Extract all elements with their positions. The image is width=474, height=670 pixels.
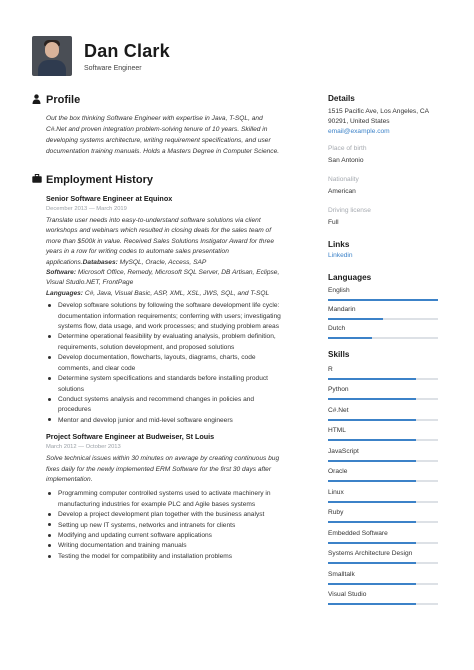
- language-item: [328, 287, 440, 301]
- bullet-icon: [46, 416, 58, 426]
- profile-line: C#.Net and proven integration problem-solving tenure of 10 years. Skilled in: [46, 126, 268, 133]
- skill-item-name: Linux: [328, 488, 344, 496]
- birth-label: Place of birth: [328, 145, 367, 152]
- skill-item-level-fill: [328, 439, 416, 441]
- skill-item-level-fill: [328, 542, 416, 544]
- skill-item-level-fill: [328, 521, 416, 523]
- skill-item-level-fill: [328, 398, 416, 400]
- person-name: Dan Clark: [84, 40, 170, 61]
- linkedin-link[interactable]: Linkedin: [328, 252, 353, 259]
- links-heading: Links: [328, 240, 350, 249]
- job-desc-line: implementation.: [46, 475, 93, 483]
- skills-heading: Skills: [328, 350, 350, 359]
- bullet-text: Modifying and updating current software applications: [58, 531, 212, 539]
- languages-value: C#, Java, Visual Basic, ASP, XML, XSL, JWS, SQL, and T-SQL: [83, 289, 270, 297]
- name-block: [84, 41, 170, 72]
- skill-item-name: R: [328, 365, 333, 373]
- job-subtitle: Software Engineer: [84, 64, 142, 72]
- software-line: [46, 268, 312, 278]
- skill-item: [328, 468, 440, 482]
- skill-item-level-bar: [328, 542, 438, 544]
- skill-item-level-bar: [328, 398, 438, 400]
- list-item: [46, 541, 312, 551]
- list-item: [46, 301, 312, 332]
- resume-header: [32, 36, 170, 76]
- address: [328, 107, 440, 127]
- software-value: Microsoft Office, Remedy, Microsoft SQL Server, DB Artisan, Eclipse,: [76, 269, 280, 277]
- skill-item-name: Python: [328, 386, 349, 393]
- skill-item-level-bar: [328, 603, 438, 605]
- software-label: Software:: [46, 269, 77, 277]
- skill-item-level-bar: [328, 583, 438, 585]
- address-line: 90291, United States: [328, 118, 390, 125]
- skill-item: [328, 427, 440, 441]
- list-item: [46, 416, 312, 426]
- skill-item-level-bar: [328, 521, 438, 523]
- profile-line: Out the box thinking Software Engineer with expertise in Java, T-SQL, and: [46, 115, 263, 122]
- profile-summary: [46, 113, 312, 157]
- profile-photo: [32, 36, 72, 76]
- languages-list: [328, 287, 440, 339]
- language-item-level-bar: [328, 299, 438, 301]
- language-item-level-fill: [328, 299, 438, 301]
- language-item-level-bar: [328, 318, 438, 320]
- skill-item: [328, 550, 440, 564]
- bullet-icon: [46, 374, 58, 395]
- skill-item-level-bar: [328, 460, 438, 462]
- skill-item-name: Systems Architecture Design: [328, 550, 413, 557]
- skill-item: [328, 591, 440, 605]
- skill-item: [328, 386, 440, 400]
- bullet-icon: [46, 301, 58, 332]
- skill-item: [328, 509, 440, 523]
- bullet-text: documentation information requirements; conferring with users; investigating: [58, 312, 281, 320]
- details-heading: Details: [328, 94, 355, 103]
- license-label: Driving license: [328, 207, 371, 214]
- bullet-text: Programming computer controlled systems used to activate machinery in: [58, 490, 271, 498]
- bullet-text: Testing the model for compatibility and installation problems: [58, 552, 233, 560]
- job-bullets: [46, 489, 312, 562]
- skill-item-name: Oracle: [328, 468, 348, 475]
- nationality-value: American: [328, 188, 356, 195]
- bullet-icon: [46, 541, 58, 551]
- skill-item-level-fill: [328, 480, 416, 482]
- license-value: Full: [328, 219, 339, 226]
- list-item: [46, 489, 312, 510]
- skill-item-level-fill: [328, 501, 416, 503]
- bullet-text: Develop documentation, flowcharts, layouts, diagrams, charts, code: [58, 354, 256, 362]
- bullet-text: manufacturing industries for example PLC and Agile bases systems: [58, 500, 256, 508]
- job-desc-line: Solve technical issues within 30 minutes on average by creating continuous bug: [46, 455, 280, 463]
- skill-item-level-bar: [328, 439, 438, 441]
- bullet-text: Develop a project development plan together with the business analyst: [58, 511, 265, 519]
- bullet-text: Writing documentation and training manuals: [58, 542, 187, 550]
- list-item: [46, 353, 312, 374]
- job-entry: [32, 194, 312, 426]
- skill-item-name: C#.Net: [328, 406, 349, 414]
- profile-title: Profile: [46, 94, 81, 106]
- email-link[interactable]: email@example.com: [328, 128, 390, 135]
- languages-label: Languages:: [46, 289, 84, 297]
- side-column: [328, 94, 440, 605]
- language-item: [328, 306, 440, 320]
- person-icon: [32, 94, 42, 107]
- briefcase-icon: [32, 174, 42, 186]
- language-item-name: English: [328, 287, 350, 294]
- bullet-icon: [46, 489, 58, 510]
- job-desc-line: Translate user needs into easy-to-understand software solutions via client: [46, 217, 261, 224]
- job-desc-text: applications.: [46, 258, 83, 266]
- skill-item-level-fill: [328, 419, 416, 421]
- profile-section: [32, 92, 312, 157]
- bullet-text: Determine system specifications and standards before installing product: [58, 375, 269, 383]
- language-item-level-fill: [328, 318, 383, 320]
- bullet-text: procedures: [58, 406, 91, 414]
- job-entry: [32, 432, 312, 562]
- address-line: 1515 Pacific Ave, Los Angeles, CA: [328, 108, 430, 115]
- profile-line: documentation training manuals. Holds a Masters Degree in Computer Science.: [46, 148, 280, 155]
- bullet-icon: [46, 531, 58, 541]
- skill-item-name: JavaScript: [328, 447, 359, 455]
- skill-item-level-fill: [328, 460, 416, 462]
- job-desc-line: more than $500k in value. Received Sales Solutions Instigator Award for three: [46, 237, 274, 245]
- birth-value: San Antonio: [328, 157, 364, 164]
- skill-item-name: Smalltalk: [328, 570, 355, 578]
- job-date: December 2013 — March 2019: [46, 206, 127, 212]
- skills-list: [328, 366, 440, 606]
- job-title: Project Software Engineer at Budweiser, St Louis: [46, 432, 215, 442]
- languages-line: [46, 289, 312, 299]
- skill-item-level-fill: [328, 603, 416, 605]
- bullet-text: requirements, solution development, and proposed solutions: [58, 343, 235, 351]
- employment-title: Employment History: [46, 174, 153, 186]
- bullet-text: Determine operational feasibility by evaluating analysis, problem definition,: [58, 333, 276, 341]
- skill-item-level-bar: [328, 562, 438, 564]
- skill-item: [328, 407, 440, 421]
- bullet-icon: [46, 521, 58, 531]
- nationality-label: Nationality: [328, 176, 359, 183]
- list-item: [46, 521, 312, 531]
- skill-item-level-fill: [328, 583, 416, 585]
- bullet-text: Develop software solutions by following the software development life cycle:: [58, 302, 280, 310]
- list-item: [46, 374, 312, 395]
- bullet-text: systems flow, data usage, and work processes; and studying problem areas: [58, 323, 280, 331]
- job-description: [32, 216, 312, 299]
- bullet-text: comments, and clear code: [58, 364, 136, 372]
- list-item: [46, 395, 312, 416]
- skill-item: [328, 366, 440, 380]
- bullet-icon: [46, 510, 58, 520]
- profile-line: developing systems architecture, writing requirement specifications, and user: [46, 137, 271, 144]
- skill-item-level-fill: [328, 562, 416, 564]
- list-item: [46, 531, 312, 541]
- language-item-level-bar: [328, 337, 438, 339]
- bullet-text: Mentor and develop junior and mid-level software engineers: [58, 416, 233, 424]
- skill-item: [328, 489, 440, 503]
- language-item: [328, 325, 440, 339]
- languages-heading: Languages: [328, 273, 372, 282]
- bullet-icon: [46, 395, 58, 416]
- skill-item-level-bar: [328, 378, 438, 380]
- software-line: Visual Studio.NET, FrontPage: [46, 279, 134, 287]
- job-title: Senior Software Engineer at Equinox: [46, 194, 173, 203]
- main-column: [32, 92, 312, 562]
- skill-item-level-bar: [328, 419, 438, 421]
- bullet-text: Setting up new IT systems, networks and intranets for clients: [58, 521, 236, 529]
- job-date: March 2012 — October 2013: [46, 444, 121, 451]
- list-item: [46, 510, 312, 520]
- job-bullets: [46, 301, 312, 426]
- skill-item-level-fill: [328, 378, 416, 380]
- job-description: [32, 454, 312, 485]
- language-item-name: Mandarin: [328, 306, 356, 313]
- skill-item-name: Embedded Software: [328, 529, 388, 537]
- databases-value: MySQL, Oracle, Access, SAP: [117, 258, 207, 266]
- skill-item: [328, 448, 440, 462]
- databases-label: Databases:: [82, 258, 118, 266]
- list-item: [46, 552, 312, 562]
- employment-heading: [32, 172, 312, 188]
- bullet-icon: [46, 332, 58, 353]
- skill-item: [328, 571, 440, 585]
- skill-item-name: HTML: [328, 427, 346, 434]
- job-desc-line: fixes daily for the newly implemented ERM Software for the first 30 days after: [46, 465, 272, 473]
- job-desc-line: workshops and webinars which resulted in closing deals for the sales team of: [46, 227, 272, 235]
- list-item: [46, 332, 312, 353]
- skill-item: [328, 530, 440, 544]
- skill-item-level-bar: [328, 480, 438, 482]
- job-desc-line-databases: [46, 258, 312, 268]
- bullet-icon: [46, 552, 58, 562]
- skill-item-name: Visual Studio: [328, 591, 367, 598]
- bullet-text: Conduct systems analysis and recommend changes in policies and: [58, 395, 255, 403]
- employment-section: [32, 172, 312, 562]
- language-item-name: Dutch: [328, 325, 346, 332]
- bullet-text: solutions: [58, 385, 85, 393]
- bullet-icon: [46, 353, 58, 374]
- skill-item-name: Ruby: [328, 509, 344, 516]
- profile-heading: [32, 92, 312, 108]
- skill-item-level-bar: [328, 501, 438, 503]
- language-item-level-fill: [328, 337, 372, 339]
- job-desc-line: years in a row for writing codes to automate sales presentation: [46, 248, 229, 256]
